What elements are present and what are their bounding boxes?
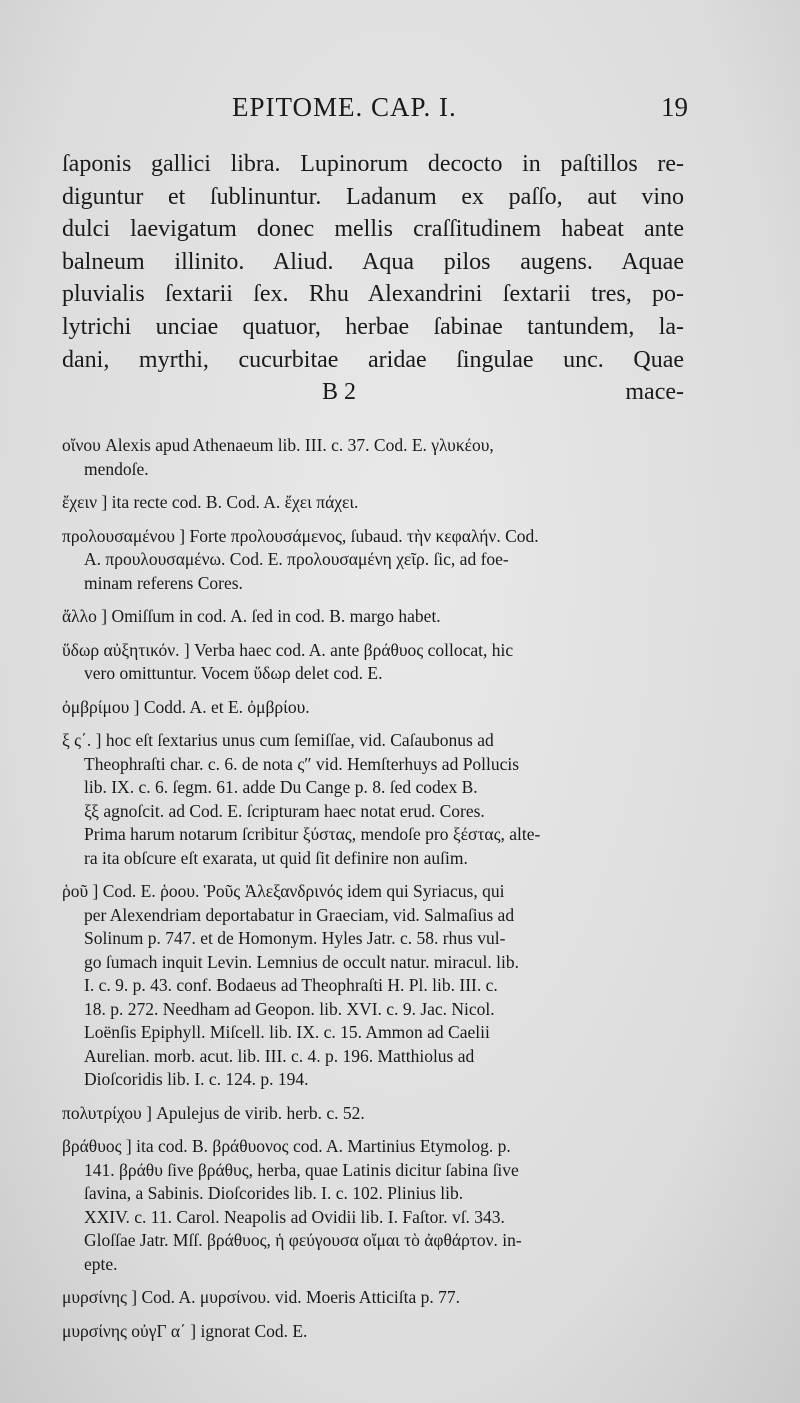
footnote-line: lib. IX. c. 6. ſegm. 61. adde Du Cange p. 8. ſed codex B. [84,777,478,797]
footnote-line: Theophraſti char. c. 6. de nota ς″ vid. Hemſterhuys ad Pollucis [84,753,520,774]
footnote-lemma-line: μυρσίνης ] Cod. A. μυρσίνου. vid. Moeris Atticiſta p. 77. [62,1287,461,1307]
footnote-line: A. προυλουσαμένω. Cod. E. προλουσαμένη χεῖρ. ſic, ad foe- [84,549,509,569]
page-number: 19 [661,92,688,122]
footnote-line: I. c. 9. p. 43. conf. Bodaeus ad Theophraſti H. Pl. lib. III. c. [84,975,498,995]
footnote [62,525,702,596]
footnote [62,491,702,515]
footnote-lemma-line: ὀμβρίμου ] Codd. A. et E. ὀμβρίου. [62,696,310,717]
footnote-lemma-line: ἔχειν ] ita recte cod. B. Cod. A. ἔχει πάχει. [62,492,359,512]
footnote-lemma-line: μυρσίνης οὐγΓ α΄ ] ignorat Cod. E. [62,1320,308,1341]
catchword: mace- [625,379,684,406]
footnote [62,434,702,481]
footnote [62,729,702,870]
page-title: EPITOME. CAP. I. [232,92,457,122]
footnote-line: ſavina, a Sabinis. Dioſcorides lib. I. c. 102. Plinius lib. [84,1183,464,1203]
footnote-lemma-line: προλουσαμένου ] Forte προλουσάμενος, ſubaud. τὴν κεφαλήν. Cod. [62,525,539,546]
text-line: ſaponis gallici libra. Lupinorum decocto in paſtillos re- [62,151,684,177]
footnote [62,1135,702,1276]
footnote-line: minam referens Cores. [84,572,243,593]
signature-line [62,376,684,409]
text-line: pluvialis ſextarii ſex. Rhu Alexandrini ſextarii tres, po- [62,281,684,308]
footnote-line: ξξ agnoſcit. ad Cod. E. ſcripturam haec notat erud. Cores. [84,800,485,821]
footnote-line: Aurelian. morb. acut. lib. III. c. 4. p. 196. Matthiolus ad [84,1045,475,1066]
footnote [62,696,702,720]
footnote-lemma-line: ξ ς΄. ] hoc eſt ſextarius unus cum ſemiſſae, vid. Caſaubonus ad [62,730,494,750]
text-line: diguntur et ſublinuntur. Ladanum ex paſſo, aut vino [62,183,684,210]
footnote-lemma-line: βράθυος ] ita cod. B. βράθυονος cod. A. Martinius Etymolog. p. [62,1136,511,1156]
text-line: dani, myrthi, cucurbitae aridae ſingulae unc. Quae [62,346,684,373]
footnotes [62,434,702,1353]
footnote-lemma-line: οἴνου Alexis apud Athenaeum lib. III. c. 37. Cod. E. γλυκέου, [62,435,494,455]
footnote [62,1286,702,1310]
text-line: dulci laevigatum donec mellis craſſitudinem habeat ante [62,216,684,243]
footnote-line: Prima harum notarum ſcribitur ξύστας, mendoſe pro ξέστας, alte- [84,824,541,844]
footnote-line: ra ita obſcure eſt exarata, ut quid ſit definire non auſim. [84,847,468,868]
footnote [62,605,702,629]
footnote-line: go ſumach inquit Levin. Lemnius de occult natur. miracul. lib. [84,951,519,972]
footnote-line: 141. βράθυ ſive βράθυς, herba, quae Latinis dicitur ſabina ſive [84,1159,519,1180]
text-line: lytrichi unciae quatuor, herbae ſabinae tantundem, la- [62,313,684,340]
signature-mark: B 2 [322,379,357,406]
text-line: balneum illinito. Aliud. Aqua pilos augens. Aquae [62,248,684,275]
footnote-lemma-line: ἄλλο ] Omiſſum in cod. A. ſed in cod. B. margo habet. [62,606,441,626]
footnote-lemma-line: ῥοῦ ] Cod. E. ῥοου. Ῥοῦς Ἀλεξανδρινός idem qui Syriacus, qui [62,881,505,901]
footnote-line: XXIV. c. 11. Carol. Neapolis ad Ovidii lib. I. Faſtor. vſ. 343. [84,1206,505,1227]
footnote-line: Dioſcoridis lib. I. c. 124. p. 194. [84,1069,309,1089]
footnote [62,1320,702,1344]
main-text [62,148,684,409]
footnote [62,1102,702,1126]
footnote [62,880,702,1092]
footnote-line: per Alexendriam deportabatur in Graeciam, vid. Salmaſius ad [84,904,515,925]
footnote-line: Solinum p. 747. et de Homonym. Hyles Jatr. c. 58. rhus vul- [84,928,506,948]
footnote-line: 18. p. 272. Needham ad Geopon. lib. XVI. c. 9. Jac. Nicol. [84,998,495,1019]
footnote-line: Gloſſae Jatr. Mſſ. βράθυος, ἡ φεύγουσα οἴμαι τὸ ἀφθάρτον. in- [84,1230,522,1250]
footnote-line: vero omittuntur. Vocem ὕδωρ delet cod. E. [84,663,383,683]
footnote-lemma-line: ὕδωρ αὐξητικόν. ] Verba haec cod. A. ante βράθυος collocat, hic [62,639,514,660]
running-head [0,92,800,132]
footnote-lemma-line: πολυτρίχου ] Apulejus de virib. herb. c. 52. [62,1102,365,1123]
footnote-line: epte. [84,1253,118,1274]
footnote-line: Loënſis Epiphyll. Miſcell. lib. IX. c. 15. Ammon ad Caelii [84,1022,490,1042]
footnote [62,639,702,686]
footnote-line: mendoſe. [84,458,149,479]
